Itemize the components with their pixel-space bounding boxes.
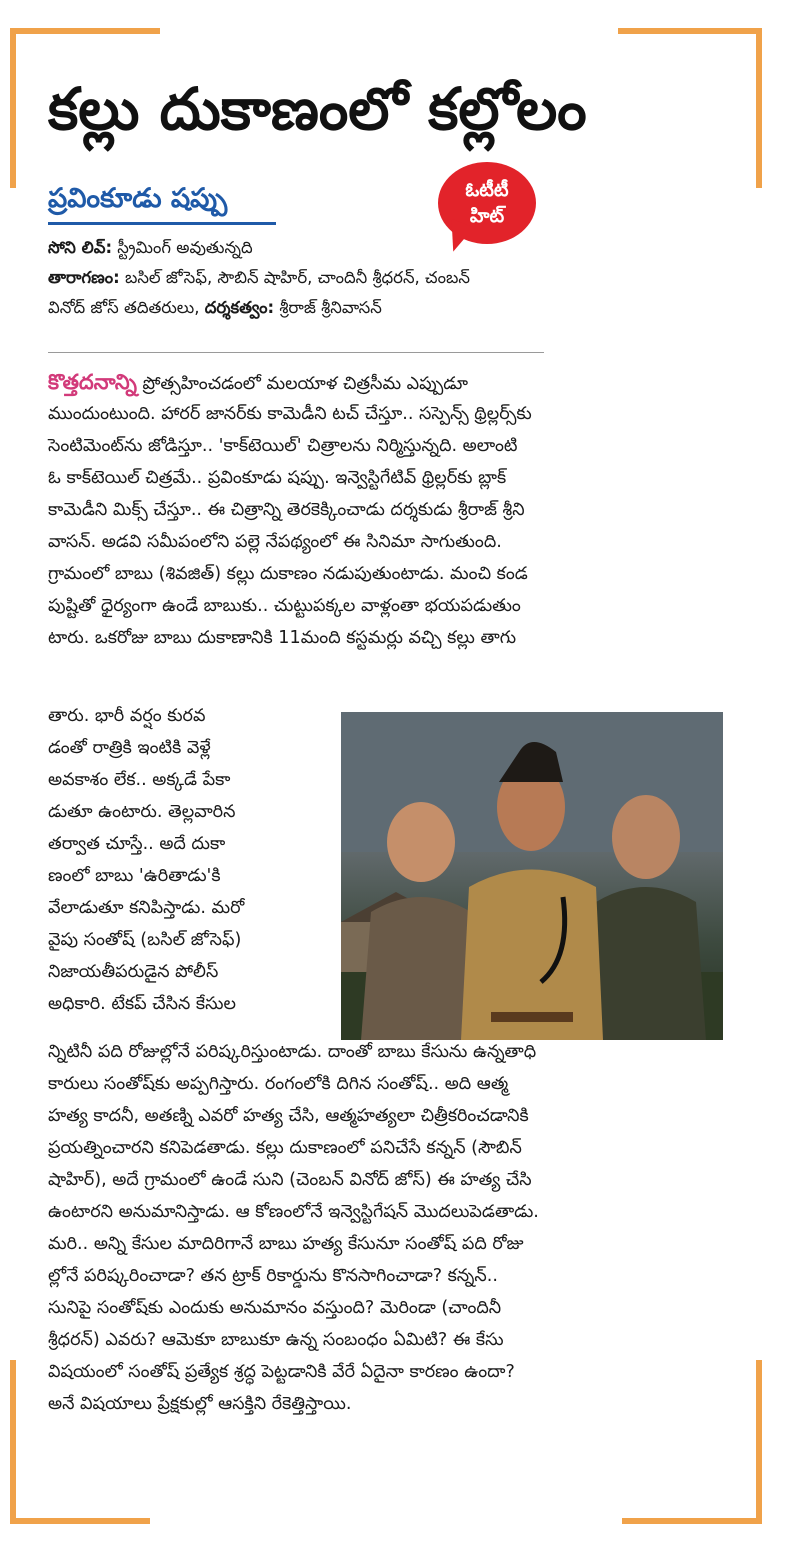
article-body-bottom (48, 1036, 539, 1420)
frame-bottom-left-v (10, 1360, 16, 1524)
article-line: అధికారి. టేకప్ చేసిన కేసుల (48, 994, 236, 1014)
article-line: షాహిర్), అదే గ్రామంలో ఉండే సుని (చెంబన్ వినోద్ జోస్) ఈ హత్య చేసి (48, 1170, 532, 1190)
frame-top-right-v (756, 28, 762, 188)
article-line: వేలాడుతూ కనిపిస్తాడు. మరో (48, 898, 245, 918)
frame-top-left-v (10, 28, 16, 188)
article-line: హత్య కాదనీ, అతణ్ని ఎవరో హత్య చేసి, ఆత్మహత్యలా చిత్రీకరించడానికి (48, 1106, 529, 1126)
article-line: డుతూ ఉంటారు. తెల్లవారిన (48, 802, 236, 822)
info-cast-director (48, 298, 382, 321)
article-line: సునిపై సంతోష్‌కు ఎందుకు అనుమానం వస్తుంది? మెరిండా (చాందినీ (48, 1298, 502, 1318)
info-streaming (48, 238, 253, 261)
article-line: కారులు సంతోష్‌కు అప్పగిస్తారు. రంగంలోకి దిగిన సంతోష్.. అది ఆత్మ (48, 1074, 509, 1094)
article-line: సెంటిమెంట్‌ను జోడిస్తూ.. 'కాక్‌టెయిల్' చిత్రాలను నిర్మిస్తున్నది. అలాంటి (48, 436, 518, 456)
article-line: అనే విషయాలు ప్రేక్షకుల్లో ఆసక్తిని రేకెత్తిస్తాయి. (48, 1394, 352, 1414)
article-line: నిజాయతీపరుడైన పోలీస్ (48, 962, 219, 982)
lead-word: కొత్తదనాన్ని (48, 370, 137, 394)
article-line: ణంలో బాబు 'ఉరితాడు'కి (48, 866, 221, 886)
badge-line-1: ఓటీటీ (465, 179, 509, 201)
info-cast (48, 268, 470, 291)
streaming-value: స్ట్రీమింగ్ అవుతున్నది (117, 238, 253, 257)
frame-bottom-left-h (10, 1518, 150, 1524)
article-line: మరి.. అన్ని కేసుల మాదిరిగానే బాబు హత్య కేసునూ సంతోష్ పది రోజు (48, 1234, 524, 1254)
article-line: వైపు సంతోష్ (బసిల్ జోసెఫ్) (48, 930, 242, 950)
article-line: న్నిటినీ పది రోజుల్లోనే పరిష్కరిస్తుంటాడు. దాంతో బాబు కేసును ఉన్నతాధి (48, 1042, 537, 1062)
director-label: దర్శకత్వం: (204, 298, 275, 317)
frame-top-right-h (618, 28, 762, 34)
article-line: శ్రీధరన్) ఎవరు? ఆమెకూ బాబుకూ ఉన్న సంబంధం ఏమిటి? ఈ కేసు (48, 1330, 504, 1350)
cast-line-2: వినోద్ జోస్ తదితరులు, (48, 298, 200, 317)
frame-top-left-h (10, 28, 160, 34)
lead-rest: ప్రోత్సహించడంలో మలయాళ చిత్రసీమ ఎప్పుడూ (142, 374, 469, 394)
headline: కల్లు దుకాణంలో కల్లోలం (48, 75, 587, 143)
article-line: ముందుంటుంది. హారర్ జానర్‌కు కామెడీని టచ్ చేస్తూ.. సస్పెన్స్ థ్రిల్లర్స్‌కు (48, 404, 532, 424)
article-line: విషయంలో సంతోష్ ప్రత్యేక శ్రద్ధ పెట్టడానికి వేరే ఏదైనా కారణం ఉందా? (48, 1362, 515, 1382)
article-lead-line (48, 366, 468, 400)
article-line: తర్వాత చూస్తే.. అదే దుకా (48, 834, 226, 854)
movie-still-photo (341, 712, 723, 1040)
article-line: టారు. ఒకరోజు బాబు దుకాణానికి 11మంది కస్టమర్లు వచ్చి కల్లు తాగు (48, 628, 517, 648)
article-line: వాసన్. అడవి సమీపంలోని పల్లె నేపథ్యంలో ఈ సినిమా సాగుతుంది. (48, 532, 502, 552)
article-line: డంతో రాత్రికి ఇంటికి వెళ్లే (48, 738, 211, 758)
article-body-top (48, 398, 532, 654)
streaming-label: సోని లివ్: (48, 238, 113, 257)
movie-still-illustration (341, 712, 723, 1040)
movie-title: ప్రవింకూడు షప్పు (48, 183, 228, 214)
article-line: కామెడీని మిక్స్ చేస్తూ.. ఈ చిత్రాన్ని తెరకెక్కించాడు దర్శకుడు శ్రీరాజ్ శ్రీని (48, 500, 525, 520)
title-underline (48, 222, 276, 225)
badge-line-2: హిట్ (469, 205, 505, 227)
article-line: ఓ కాక్‌టెయిల్ చిత్రమే.. ప్రవింకూడు షప్పు. ఇన్వెస్టిగేటివ్ థ్రిల్లర్‌కు బ్లాక్ (48, 468, 507, 488)
article-body-narrow (48, 700, 333, 1020)
article-line: పుష్టితో ధైర్యంగా ఉండే బాబుకు.. చుట్టుపక్కల వాళ్లంతా భయపడుతుం (48, 596, 521, 616)
article-line: అవకాశం లేక.. అక్కడే పేకా (48, 770, 231, 790)
director-value: శ్రీరాజ్ శ్రీనివాసన్ (279, 298, 382, 317)
article-line: తారు. భారీ వర్షం కురవ (48, 706, 206, 726)
article-line: గ్రామంలో బాబు (శివజిత్) కల్లు దుకాణం నడుపుతుంటాడు. మంచి కండ (48, 564, 528, 584)
frame-bottom-right-h (622, 1518, 762, 1524)
frame-bottom-right-v (756, 1360, 762, 1524)
article-line: ప్రయత్నించారని కనిపెడతాడు. కల్లు దుకాణంలో పనిచేసే కన్నన్ (సౌబిన్ (48, 1138, 522, 1158)
cast-label: తారాగణం: (48, 268, 120, 287)
article-line: ల్లోనే పరిష్కరించాడా? తన ట్రాక్ రికార్డును కొనసాగించాడా? కన్నన్.. (48, 1266, 498, 1286)
cast-line-1: బసిల్ జోసెఫ్, సౌబిన్ షాహిర్, చాందినీ శ్రీధరన్, చంబన్ (124, 268, 470, 287)
divider (48, 352, 544, 353)
article-line: ఉంటారని అనుమానిస్తాడు. ఆ కోణంలోనే ఇన్వెస్టిగేషన్ మొదలుపెడతాడు. (48, 1202, 539, 1222)
